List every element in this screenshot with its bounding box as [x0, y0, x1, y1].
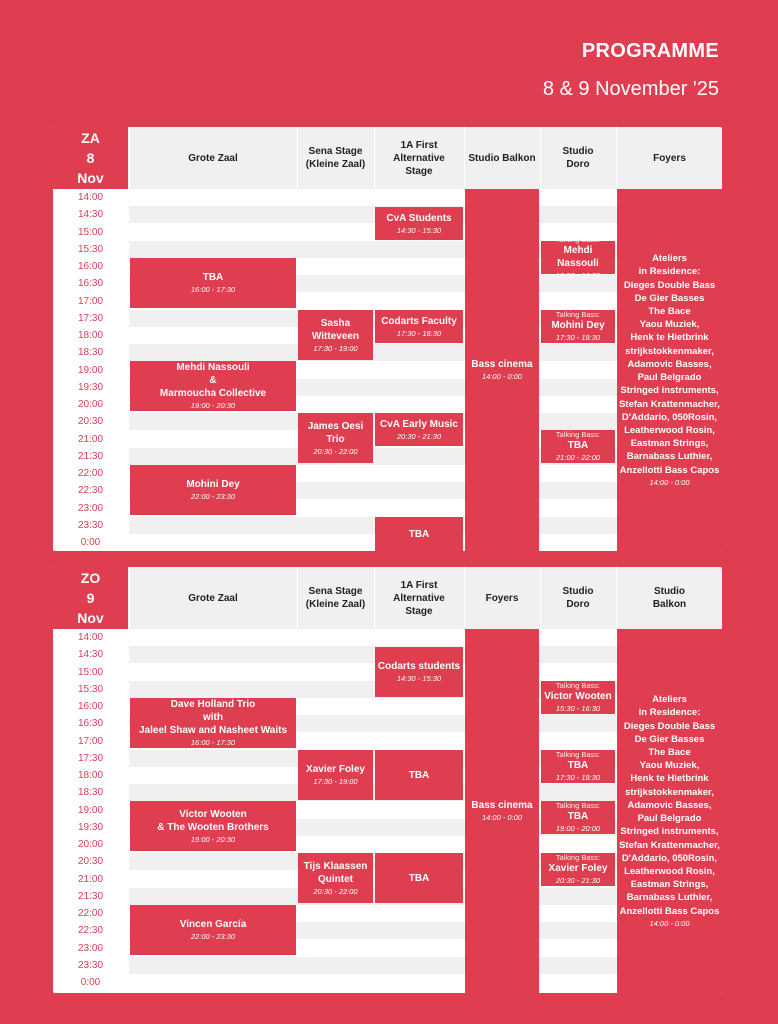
time-label: 23:00	[77, 502, 104, 514]
column-header: Foyers	[464, 567, 539, 629]
day-month: Nov	[77, 170, 104, 186]
event-block[interactable]: Codarts students 14:30 - 15:30	[375, 647, 463, 697]
schedule-header	[53, 567, 722, 629]
time-label: 17:00	[77, 735, 104, 747]
event-block[interactable]: Xavier Foley 17:30 - 19:00	[298, 750, 373, 800]
time-label: 23:00	[77, 942, 104, 954]
time-label: 0:00	[80, 537, 101, 548]
time-label: 18:00	[77, 330, 104, 341]
event-block[interactable]: Mehdi Nassouli & Marmoucha Collective 19:00 - 20:30	[130, 361, 296, 411]
time-label: 17:00	[77, 295, 104, 307]
time-label: 21:00	[77, 433, 104, 445]
event-block[interactable]: Talking Bass: TBA 17:30 - 18:30	[541, 750, 615, 783]
time-label: 23:30	[77, 519, 104, 531]
day-name: ZA	[81, 130, 100, 146]
time-label: 19:00	[77, 804, 104, 816]
column-header: 1A First Alternative Stage	[374, 567, 463, 629]
event-block[interactable]: Talking Bass: Xavier Foley 20:30 - 21:30	[541, 853, 615, 886]
event-block[interactable]: Talking Bass: Mehdi Nassouli 15:30 - 16:30	[541, 241, 615, 274]
time-label: 14:00	[77, 632, 104, 643]
column-header: Studio Doro	[540, 567, 615, 629]
event-block[interactable]: Sasha Witteveen 17:30 - 19:00	[298, 310, 373, 360]
page-subtitle: 8 & 9 November '25	[542, 78, 719, 100]
event-block[interactable]: Bass cinema 14:00 - 0:00	[465, 629, 539, 993]
event-block[interactable]: Victor Wooten & The Wooten Brothers 19:00 - 20:30	[130, 801, 296, 851]
event-block[interactable]: Dave Holland Trio with Jaleel Shaw and Nasheet Waits 16:00 - 17:30	[130, 698, 296, 748]
event-block[interactable]: Talking Bass: Victor Wooten 15:30 - 16:30	[541, 681, 615, 714]
event-block[interactable]: Talking Bass: Mohini Dey 17:30 - 18:30	[541, 310, 615, 343]
event-block[interactable]: Codarts Faculty 17:30 - 18:30	[375, 310, 463, 343]
time-label: 20:00	[77, 399, 104, 410]
time-label: 22:30	[77, 925, 104, 937]
event-block[interactable]: Ateliers in Residence: Dieges Double Bass De Gier Basses The Bace Yaou Muziek, Henk te Hietbrink strijkstokkenmaker, Adamovic Basses, Paul Belgrado Stringed instruments, Stefan Krattenmacher, D'Addario, 050Rosin, Leatherwood Rosin, Eastman Strings, Barnabass Luthier, Anzellotti Bass Capos 14:00 - 0:00	[617, 629, 722, 993]
day-date: 8	[86, 150, 95, 166]
time-label: 20:00	[77, 839, 104, 850]
column-header: 1A First Alternative Stage	[374, 127, 463, 189]
time-label: 18:30	[77, 787, 104, 799]
page-title: PROGRAMME	[581, 40, 719, 62]
time-label: 15:00	[77, 666, 104, 678]
time-label: 15:30	[77, 683, 104, 695]
time-label: 21:00	[77, 873, 104, 885]
time-label: 14:00	[77, 192, 104, 203]
time-label: 14:30	[77, 649, 104, 661]
event-block[interactable]: Talking Bass: TBA 19:00 - 20:00	[541, 801, 615, 834]
time-label: 21:30	[77, 890, 104, 902]
time-label: 16:30	[77, 718, 104, 730]
time-label: 18:30	[77, 347, 104, 359]
column-header: Sena Stage (Kleine Zaal)	[297, 567, 373, 629]
time-label: 22:00	[77, 908, 104, 919]
event-block[interactable]: James Oesi Trio 20:30 - 22:00	[298, 413, 373, 463]
time-label: 14:30	[77, 209, 104, 221]
time-label: 15:30	[77, 243, 104, 255]
event-block[interactable]: Tijs Klaassen Quintet 20:30 - 22:00	[298, 853, 373, 903]
column-header: Grote Zaal	[129, 127, 296, 189]
time-label: 17:30	[77, 312, 104, 324]
event-block[interactable]: CvA Students 14:30 - 15:30	[375, 207, 463, 240]
day-date: 9	[86, 590, 95, 606]
time-label: 19:30	[77, 381, 104, 393]
event-block[interactable]: TBA	[375, 750, 463, 800]
event-block[interactable]: TBA	[375, 853, 463, 903]
event-block[interactable]: Bass cinema 14:00 - 0:00	[465, 189, 539, 551]
schedule-header	[53, 127, 722, 189]
time-label: 19:00	[77, 364, 104, 376]
time-label: 20:30	[77, 416, 104, 428]
time-label: 22:30	[77, 485, 104, 497]
day-label	[53, 127, 128, 189]
time-label: 19:30	[77, 821, 104, 833]
schedule-day-1	[53, 127, 722, 551]
time-label: 0:00	[80, 977, 101, 988]
column-header: Sena Stage (Kleine Zaal)	[297, 127, 373, 189]
event-block[interactable]: Vincen García 22:00 - 23:30	[130, 905, 296, 955]
event-block[interactable]: Talking Bass: TBA 21:00 - 22:00	[541, 430, 615, 463]
time-label: 21:30	[77, 450, 104, 462]
time-label: 16:30	[77, 278, 104, 290]
schedule-day-2	[53, 567, 722, 993]
event-block[interactable]: Ateliers in Residence: Dieges Double Bass De Gier Basses The Bace Yaou Muziek, Henk te Hietbrink strijkstokkenmaker, Adamovic Basses, Paul Belgrado Stringed instruments, Stefan Krattenmacher, D'Addario, 050Rosin, Leatherwood Rosin, Eastman Strings, Barnabass Luthier, Anzellotti Bass Capos 14:00 - 0:00	[617, 189, 722, 551]
day-month: Nov	[77, 610, 104, 626]
column-header: Studio Doro	[540, 127, 615, 189]
column-header: Studio Balkon	[616, 567, 722, 629]
time-label: 16:00	[77, 701, 104, 712]
time-label: 15:00	[77, 226, 104, 238]
event-block[interactable]: Mohini Dey 22:00 - 23:30	[130, 465, 296, 515]
day-label	[53, 567, 128, 629]
event-block[interactable]: TBA 16:00 - 17:30	[130, 258, 296, 308]
column-header: Foyers	[616, 127, 722, 189]
column-header: Grote Zaal	[129, 567, 296, 629]
time-label: 20:30	[77, 856, 104, 868]
time-label: 18:00	[77, 770, 104, 781]
column-header: Studio Balkon	[464, 127, 539, 189]
time-label: 22:00	[77, 468, 104, 479]
event-block[interactable]: CvA Early Music 20:30 - 21:30	[375, 413, 463, 446]
day-name: ZO	[80, 570, 101, 586]
time-label: 16:00	[77, 261, 104, 272]
event-block[interactable]: TBA	[375, 517, 463, 551]
time-label: 23:30	[77, 959, 104, 971]
time-label: 17:30	[77, 752, 104, 764]
